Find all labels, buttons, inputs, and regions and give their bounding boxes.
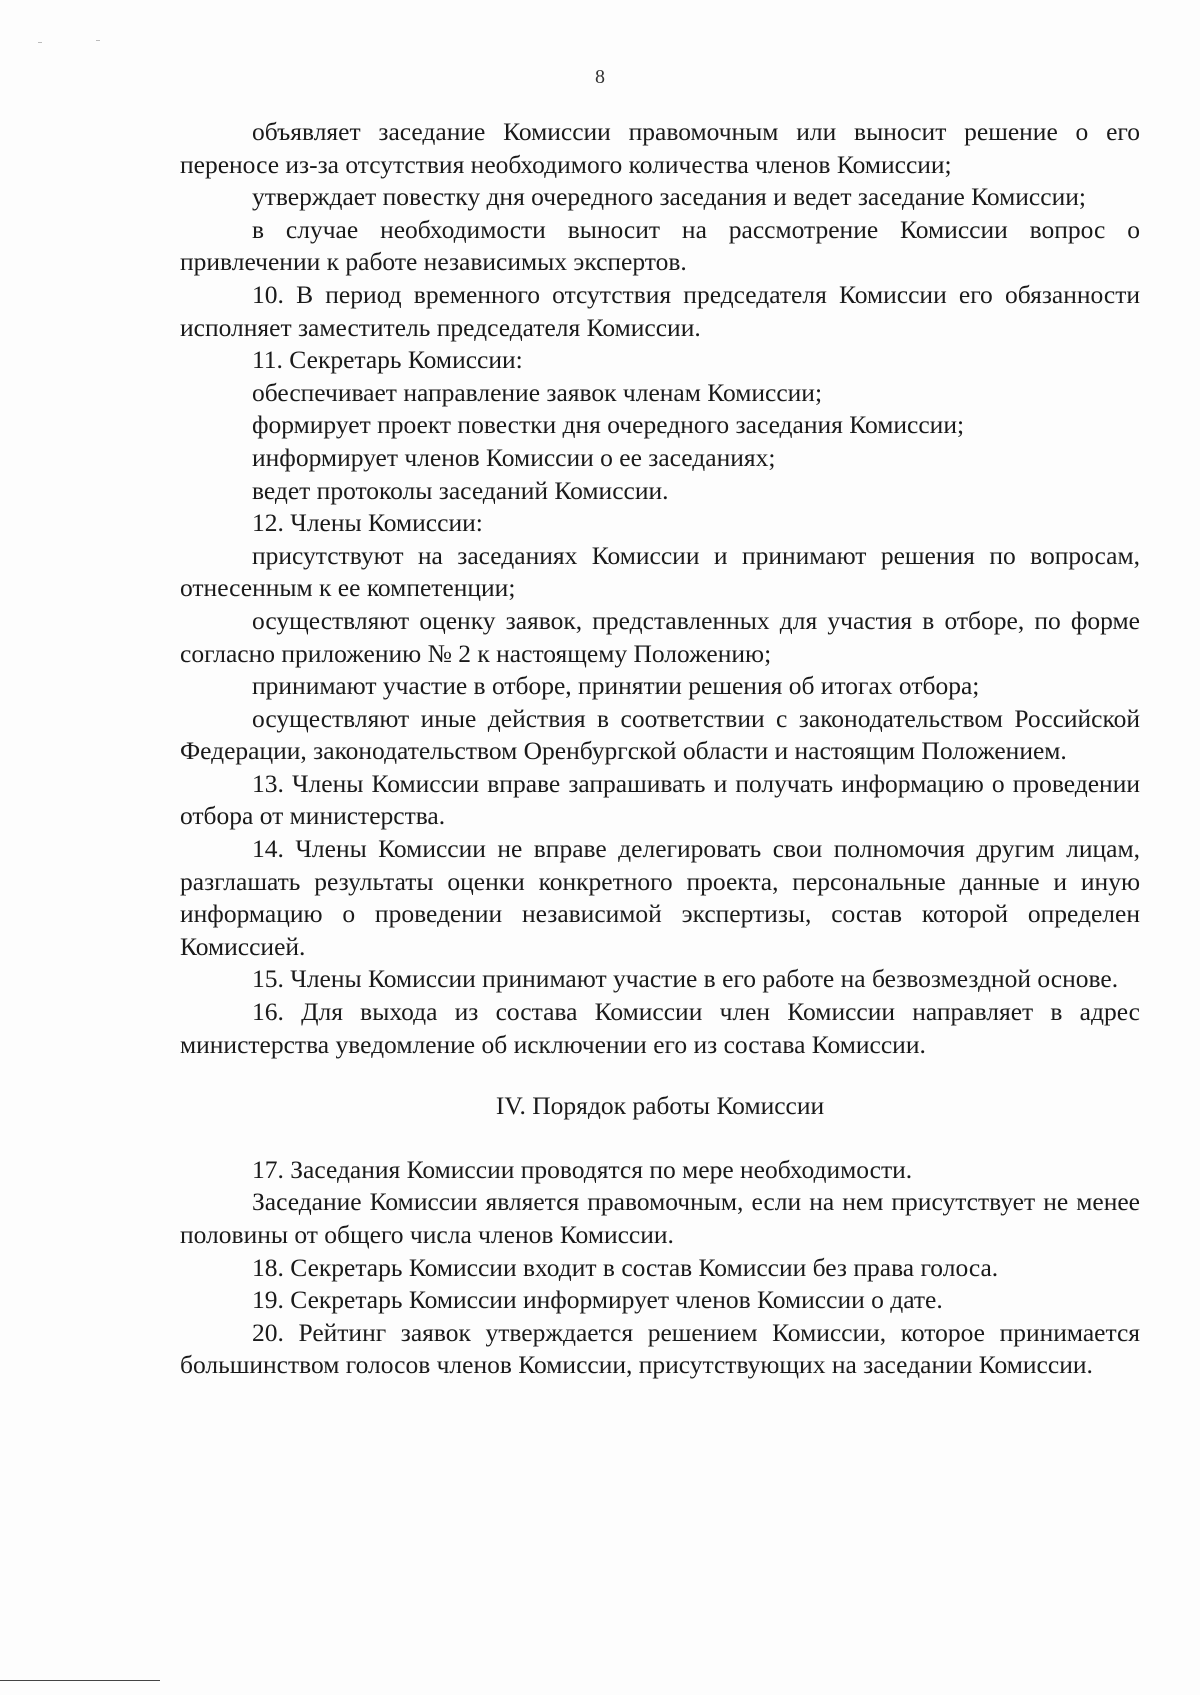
paragraph: информирует членов Комиссии о ее заседаниях; xyxy=(252,442,776,472)
paragraph: 10. В период временного отсутствия председателя Комиссии его обязанности исполняет заместитель председателя Комиссии. xyxy=(180,279,1140,342)
paragraph: 16. Для выхода из состава Комиссии член Комиссии направляет в адрес министерства уведомление об исключении его из состава Комиссии. xyxy=(180,997,1140,1059)
section-heading: IV. Порядок работы Комиссии xyxy=(495,1091,825,1121)
paragraph: обеспечивает направление заявок членам Комиссии; xyxy=(252,377,823,407)
paragraph: 15. Члены Комиссии принимают участие в его работе на безвозмездной основе. xyxy=(252,964,1119,994)
paragraph: 18. Секретарь Комиссии входит в состав Комиссии без права голоса. xyxy=(252,1252,999,1282)
paragraph: осуществляют оценку заявок, представленных для участия в отборе, по форме согласно приложению № 2 к настоящему Положению; xyxy=(180,605,1140,668)
paragraph-group-bottom xyxy=(180,1154,1140,1382)
paragraph: 19. Секретарь Комиссии информирует членов Комиссии о дате. xyxy=(252,1285,943,1315)
scan-speck xyxy=(96,40,100,41)
paragraph: формирует проект повестки дня очередного заседания Комиссии; xyxy=(252,410,965,440)
paragraph: ведет протоколы заседаний Комиссии. xyxy=(252,475,669,505)
paragraph: осуществляют иные действия в соответствии с законодательством Российской Федерации, законодательством Оренбургской области и настоящим Положением. xyxy=(180,703,1140,766)
page-number: 8 xyxy=(595,66,605,88)
paragraph: 17. Заседания Комиссии проводятся по мере необходимости. xyxy=(252,1154,913,1184)
paragraph: Заседание Комиссии является правомочным, если на нем присутствует не менее половины от общего числа членов Комиссии. xyxy=(180,1187,1140,1249)
paragraph-group-top xyxy=(180,116,1140,1061)
paragraph: объявляет заседание Комиссии правомочным или выносит решение о его переносе из-за отсутствия необходимого количества членов Комиссии; xyxy=(180,117,1140,179)
paragraph: 13. Члены Комиссии вправе запрашивать и получать информацию о проведении отбора от министерства. xyxy=(180,768,1140,831)
paragraph: утверждает повестку дня очередного заседания и ведет заседание Комиссии; xyxy=(252,182,1086,212)
footer-rule xyxy=(0,1680,160,1681)
paragraph: присутствуют на заседаниях Комиссии и принимают решения по вопросам, отнесенным к ее компетенции; xyxy=(180,540,1140,603)
paragraph: принимают участие в отборе, принятии решения об итогах отбора; xyxy=(252,671,980,701)
paragraph: 14. Члены Комиссии не вправе делегировать свои полномочия другим лицам, разглашать результаты оценки конкретного проекта, персональные данные и иную информацию о проведении независимой экспертизы, состав которой определен Комиссией. xyxy=(180,834,1140,961)
paragraph: 12. Члены Комиссии: xyxy=(252,508,483,538)
document-body xyxy=(180,116,1140,1382)
paragraph: в случае необходимости выносит на рассмотрение Комиссии вопрос о привлечении к работе независимых экспертов. xyxy=(180,214,1140,277)
scan-speck xyxy=(38,42,42,43)
paragraph: 20. Рейтинг заявок утверждается решением Комиссии, которое принимается большинством голосов членов Комиссии, присутствующих на заседании Комиссии. xyxy=(180,1317,1140,1380)
paragraph: 11. Секретарь Комиссии: xyxy=(252,345,523,375)
